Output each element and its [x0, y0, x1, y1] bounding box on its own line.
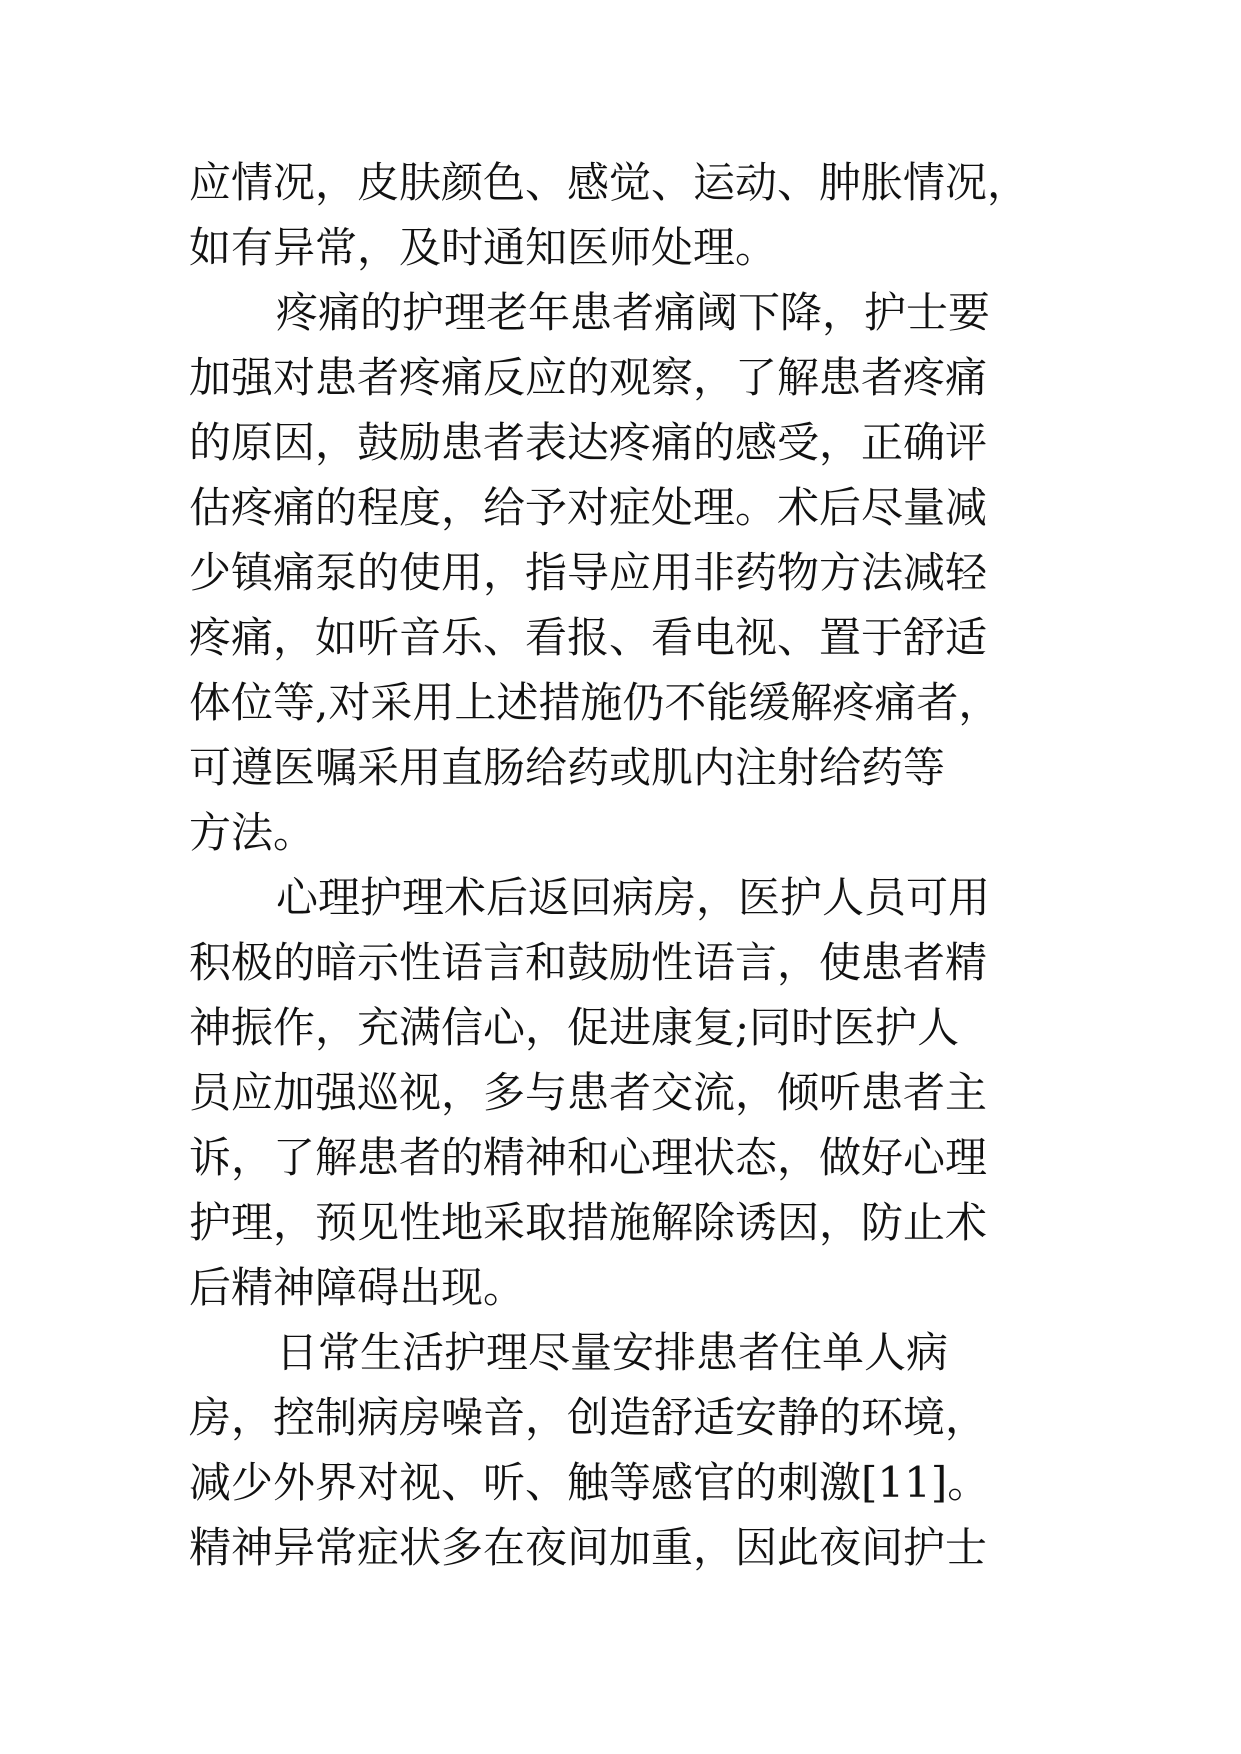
body-text [189, 150, 1089, 1580]
text-line: 加强对患者疼痛反应的观察，了解患者疼痛 [189, 353, 988, 402]
text-line: 护理，预见性地采取措施解除诱因，防止术 [189, 1198, 988, 1247]
text-line: 疼痛的护理老年患者痛阈下降，护士要 [276, 288, 991, 337]
text-line: 可遵医嘱采用直肠给药或肌内注射给药等 [189, 743, 946, 792]
text-line: 日常生活护理尽量安排患者住单人病 [276, 1328, 949, 1377]
text-line: 心理护理术后返回病房，医护人员可用 [276, 873, 991, 922]
text-line: 的原因，鼓励患者表达疼痛的感受，正确评 [189, 418, 988, 467]
text-line: 方法。 [189, 808, 316, 857]
text-line: 积极的暗示性语言和鼓励性语言，使患者精 [189, 938, 988, 987]
text-line: 应情况，皮肤颜色、感觉、运动、肿胀情况， [189, 158, 1030, 207]
text-line: 少镇痛泵的使用，指导应用非药物方法减轻 [189, 548, 988, 597]
text-line: 如有异常，及时通知医师处理。 [189, 223, 778, 272]
paragraph-3 [189, 865, 1089, 1320]
text-line: 员应加强巡视，多与患者交流，倾听患者主 [189, 1068, 988, 1117]
text-line: 疼痛，如听音乐、看报、看电视、置于舒适 [189, 613, 988, 662]
paragraph-2 [189, 280, 1089, 865]
text-line: 减少外界对视、听、触等感官的刺激[11]。 [189, 1458, 990, 1507]
text-line: 精神异常症状多在夜间加重，因此夜间护士 [189, 1523, 988, 1572]
paragraph-1 [189, 150, 1089, 280]
text-line: 神振作，充满信心，促进康复;同时医护人 [189, 1003, 960, 1052]
text-line: 体位等,对采用上述措施仍不能缓解疼痛者， [189, 678, 1001, 727]
text-line: 房，控制病房噪音，创造舒适安静的环境， [189, 1393, 988, 1442]
text-line: 后精神障碍出现。 [189, 1263, 526, 1312]
text-line: 估疼痛的程度，给予对症处理。术后尽量减 [189, 483, 988, 532]
paragraph-4 [189, 1320, 1089, 1580]
text-line: 诉，了解患者的精神和心理状态，做好心理 [189, 1133, 988, 1182]
